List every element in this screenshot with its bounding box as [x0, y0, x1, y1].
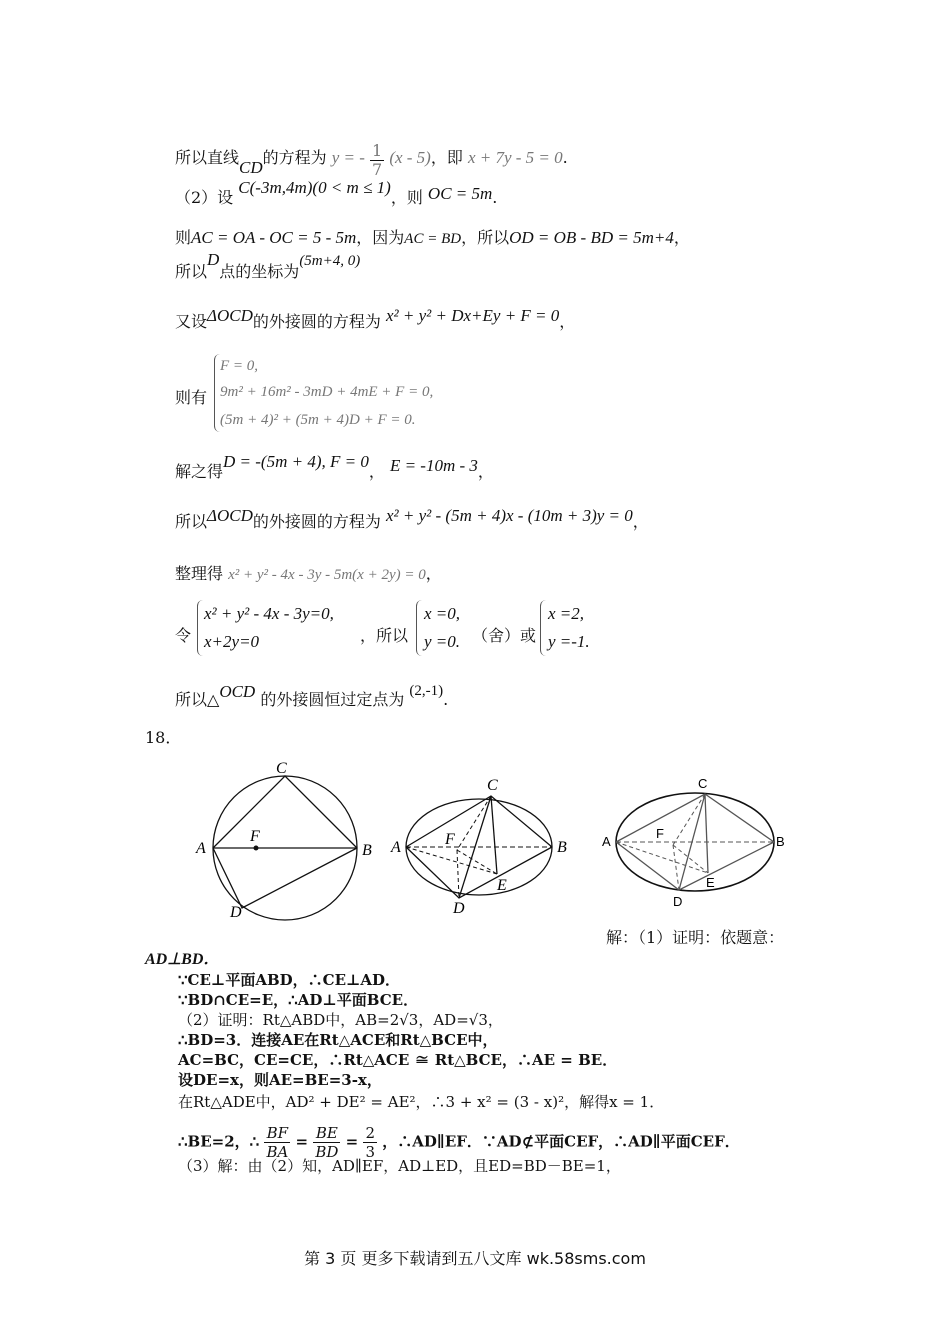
let-root-1: x =0, — [424, 604, 461, 623]
label-A: A — [391, 839, 401, 856]
solution-intro: 解：（1）证明：依题意： — [606, 928, 785, 947]
label-F: F — [445, 831, 455, 848]
let-eq-1: x² + y² - 4x - 3y=0, — [204, 604, 334, 623]
let-label: 令 — [175, 626, 192, 645]
label-B: B — [776, 834, 785, 849]
label-E: E — [706, 875, 715, 890]
sys-eq-1: F = 0, — [220, 358, 259, 374]
figure-circle — [190, 755, 390, 925]
sys-eq-3: (5m + 4)² + (5m + 4)D + F = 0. — [220, 412, 416, 428]
label-D: D — [230, 904, 242, 921]
p17-line4: 所以D点的坐标为(5m+4, 0) — [175, 250, 361, 281]
let-root-2: y =0. — [424, 632, 461, 651]
brace — [540, 600, 547, 656]
label-F: F — [656, 826, 664, 841]
p17-line1: 所以直线CD的方程为 y = - $\frac{1}{7}$ (x - 5)，即 x + 7y - 5 = 0. — [175, 141, 568, 179]
let-so: ，所以 — [360, 626, 409, 645]
brace — [197, 600, 204, 656]
brace — [416, 600, 423, 656]
sol-line-8: 在Rt△ADE中，AD² + DE² = AE²，∴3 + x² = (3 - x)²，解得x = 1． — [178, 1093, 665, 1111]
let-sol-2: y =-1. — [548, 632, 590, 651]
label-E: E — [497, 877, 507, 894]
label-B: B — [557, 839, 567, 856]
let-eq-2: x+2y=0 — [204, 632, 260, 651]
sol-line-6: AC=BC，CE=CE，∴Rt△ACE ≅ Rt△BCE，∴AE = BE． — [178, 1051, 618, 1069]
p17-line5: 又设ΔOCD的外接圆的方程为 x² + y² + Dx+Ey + F = 0， — [175, 306, 576, 331]
fraction: $\frac{2}{3}$ — [365, 1124, 376, 1161]
sol-line-4: （2）证明：Rt△ABD中，AB=2√3，AD=√3， — [178, 1011, 503, 1029]
sol-line-10: （3）解：由（2）知，AD∥EF，AD⊥ED，且ED=BD－BE=1， — [178, 1157, 621, 1175]
label-D: D — [453, 900, 465, 917]
sol-line-1: AD⊥BD． — [145, 951, 220, 968]
sys-label: 则有 — [175, 388, 208, 407]
label-D: D — [673, 894, 683, 909]
label-A: A — [196, 840, 206, 857]
fraction: $\frac{BE}{BD}$ — [315, 1124, 339, 1161]
fraction: $\frac{BF}{BA}$ — [266, 1124, 289, 1161]
label-B: B — [362, 842, 372, 859]
fraction: $\frac{1}{7}$ — [372, 141, 383, 179]
p17-circle: 所以ΔOCD的外接圆的方程为 x² + y² - (5m + 4)x - (10m + 3)y = 0， — [175, 506, 649, 531]
p17-line2: （2）设 C(-3m,4m)(0 < m ≤ 1)，则 OC = 5m. — [175, 178, 498, 207]
sol-line-9: ∴BE=2，∴ $\frac{BF}{BA}$ = $\frac{BE}{BD}$ = $\frac{2}{3}$ ，∴AD∥EF．∵AD⊄平面CEF，∴AD∥平面CEF． — [178, 1124, 740, 1161]
figure-ellipse-1 — [385, 770, 585, 920]
label-C: C — [276, 760, 287, 777]
question-number: 18． — [145, 728, 182, 747]
p17-final: 所以△OCD 的外接圆恒过定点为 (2,-1). — [175, 682, 449, 709]
label-C: C — [487, 777, 498, 794]
sol-line-7: 设DE=x，则AE=BE=3-x， — [178, 1071, 382, 1089]
let-or: （舍）或 — [472, 626, 537, 645]
sys-eq-2: 9m² + 16m² - 3mD + 4mE + F = 0, — [220, 384, 434, 400]
p17-line3: 则AC = OA - OC = 5 - 5m，因为AC = BD，所以OD = OB - BD = 5m+4， — [175, 228, 690, 247]
p17-solve: 解之得D = -(5m + 4), F = 0， E = -10m - 3， — [175, 452, 494, 481]
sol-line-3: ∵BD∩CE=E，∴AD⊥平面BCE． — [178, 991, 419, 1009]
sol-line-5: ∴BD=3．连接AE在Rt△ACE和Rt△BCE中， — [178, 1031, 498, 1049]
let-sol-1: x =2, — [548, 604, 585, 623]
p17-tidy: 整理得 x² + y² - 4x - 3y - 5m(x + 2y) = 0， — [175, 564, 442, 583]
label-C: C — [698, 776, 708, 791]
page-footer: 第 3 页 更多下载请到五八文库 wk.58sms.com — [304, 1249, 646, 1268]
label-A: A — [602, 834, 611, 849]
label-F: F — [250, 828, 260, 845]
sol-line-2: ∵CE⊥平面ABD，∴CE⊥AD． — [178, 971, 401, 989]
figure-ellipse-2 — [598, 770, 798, 910]
